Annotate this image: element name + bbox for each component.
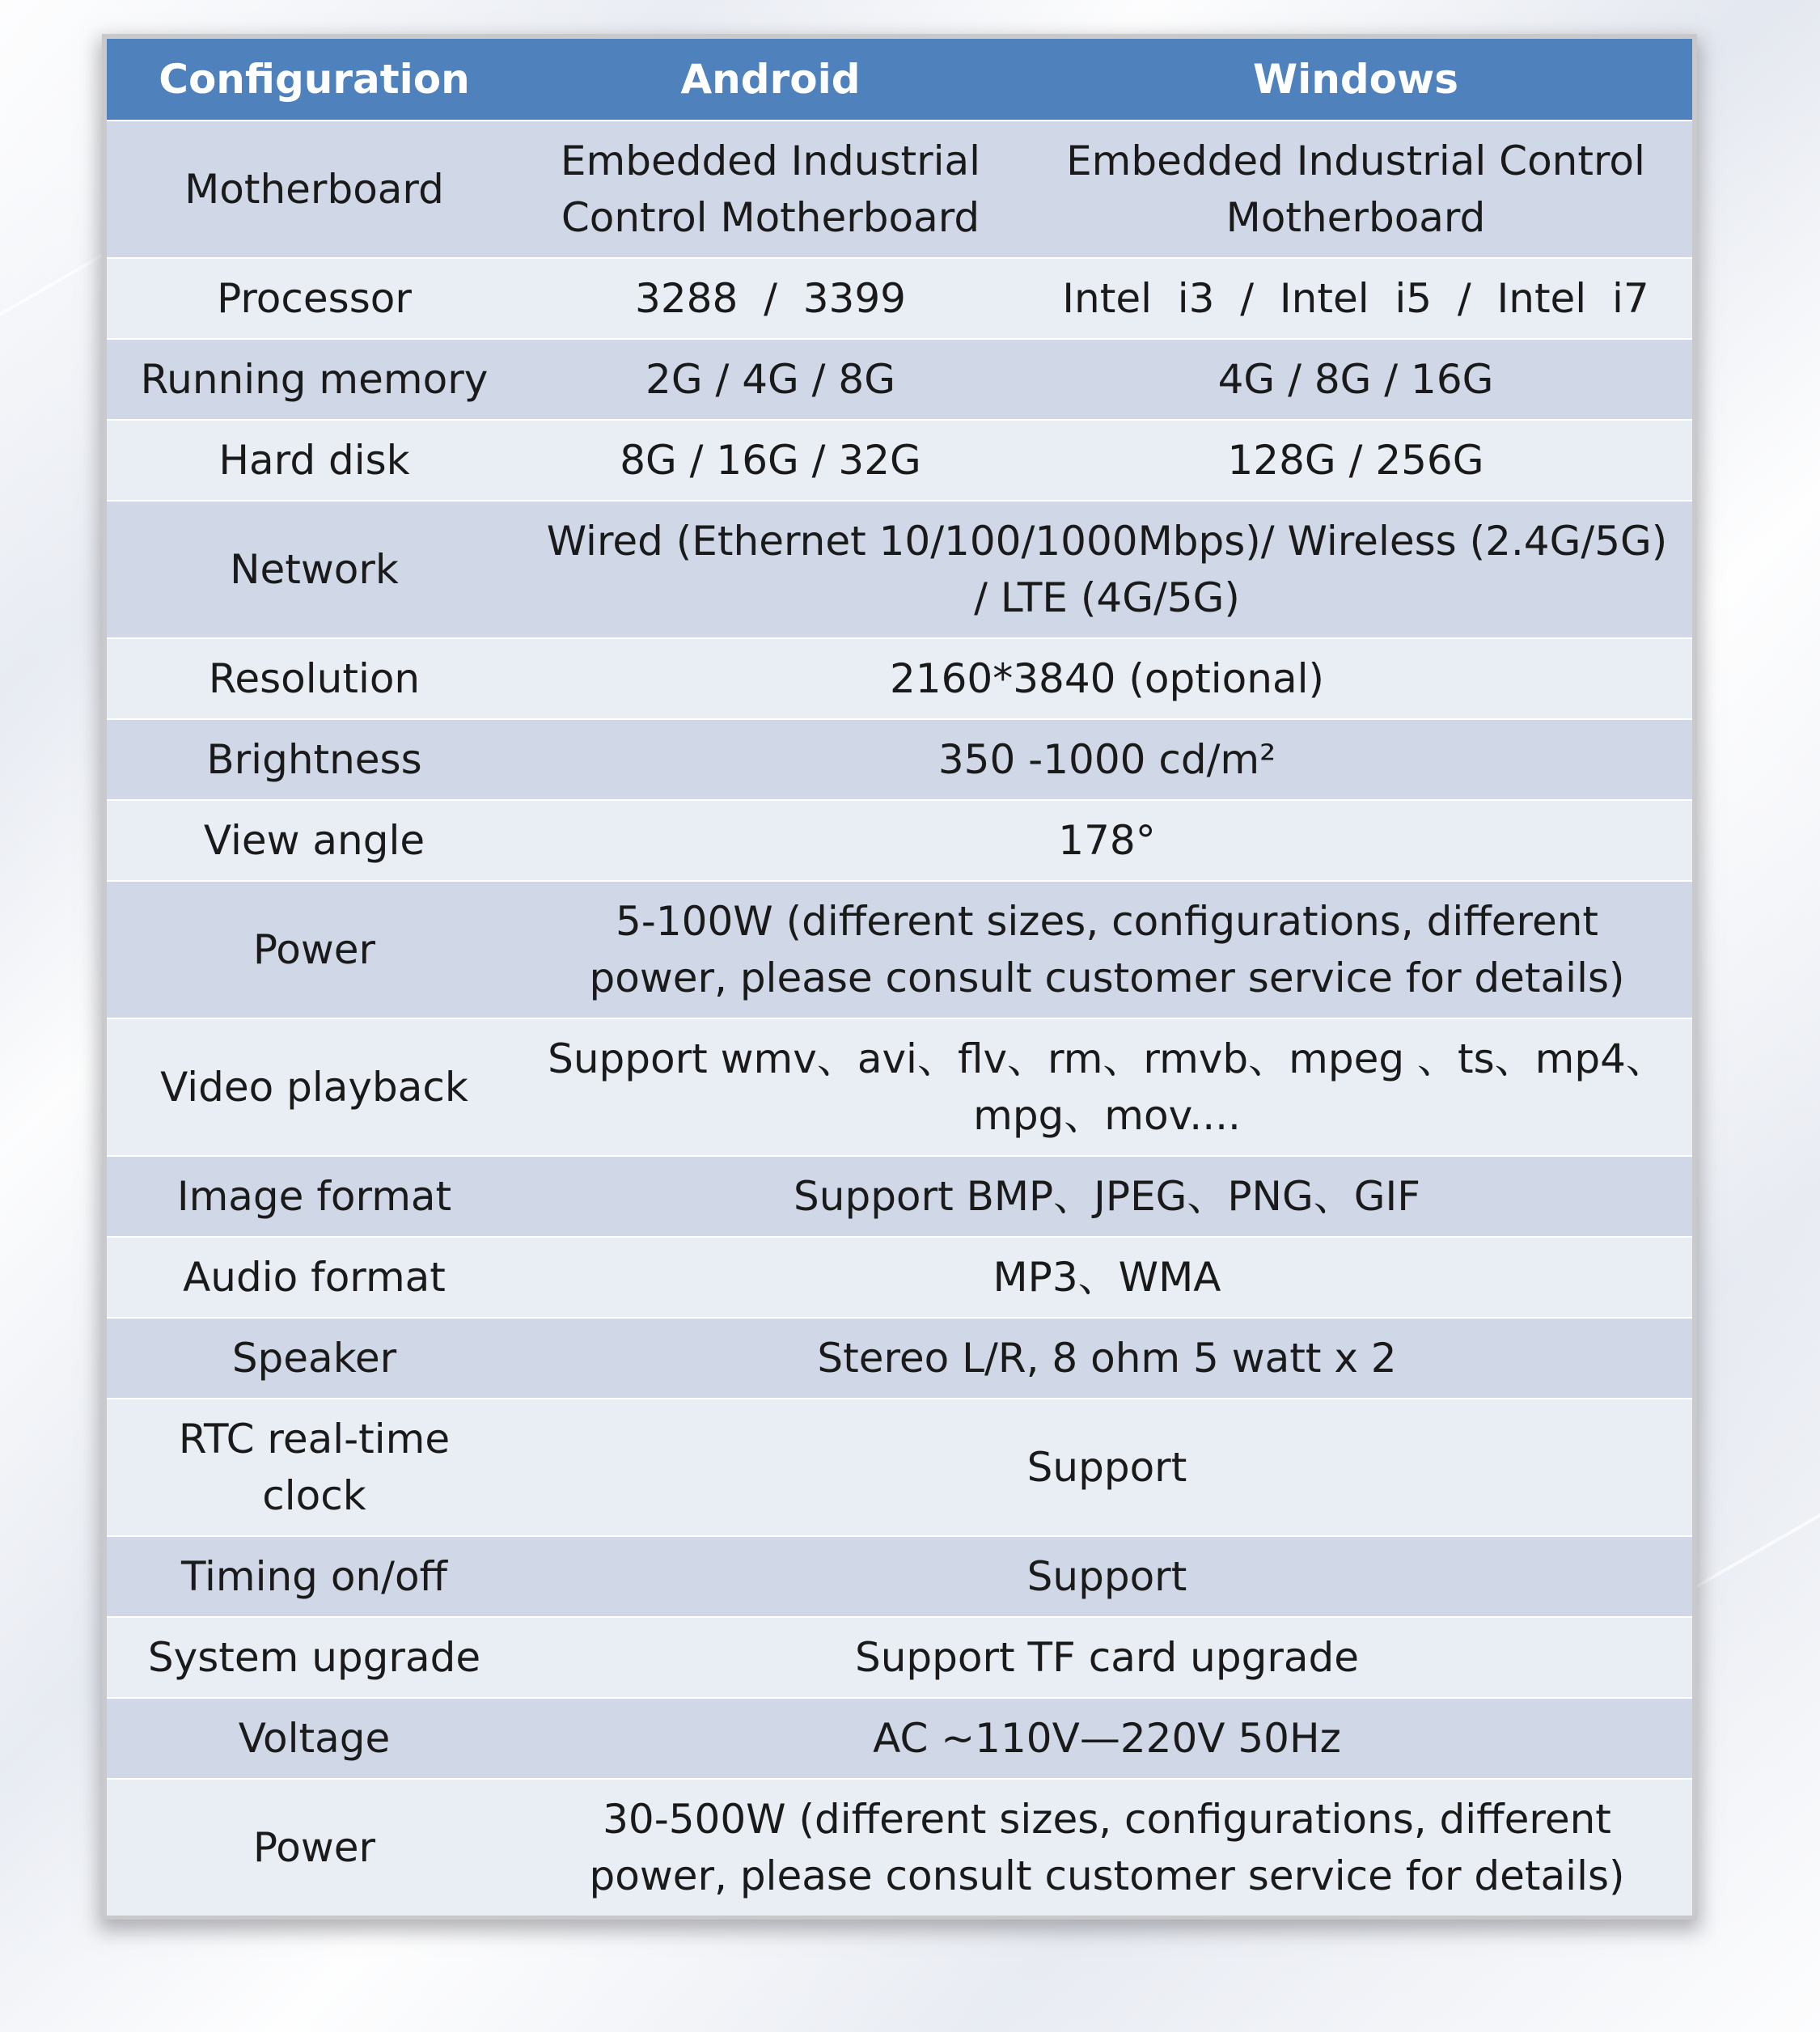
android-value: 8G / 16G / 32G xyxy=(522,420,1019,501)
table-row xyxy=(107,1617,1692,1698)
table-row xyxy=(107,121,1692,258)
windows-value: 128G / 256G xyxy=(1019,420,1692,501)
android-value: Embedded Industrial Control Motherboard xyxy=(522,121,1019,258)
table-row xyxy=(107,881,1692,1018)
table-row xyxy=(107,800,1692,881)
merged-value: AC ~110V—220V 50Hz xyxy=(522,1698,1692,1779)
table-row xyxy=(107,420,1692,501)
windows-value: Intel i3 / Intel i5 / Intel i7 xyxy=(1019,258,1692,339)
table-row xyxy=(107,1399,1692,1536)
row-label: Video playback xyxy=(107,1018,522,1156)
merged-value: Support xyxy=(522,1536,1692,1617)
table-row xyxy=(107,719,1692,800)
table-row xyxy=(107,1018,1692,1156)
table-row xyxy=(107,1318,1692,1399)
row-label: Brightness xyxy=(107,719,522,800)
merged-value: Support wmv、avi、flv、rm、rmvb、mpeg 、ts、mp4、mpg、mov.... xyxy=(522,1018,1692,1156)
table-row xyxy=(107,1237,1692,1318)
merged-value: 5-100W (different sizes, configurations, different power, please consult customer service for details) xyxy=(522,881,1692,1018)
merged-value: 350 -1000 cd/m² xyxy=(522,719,1692,800)
configuration-table xyxy=(107,39,1692,1916)
row-label: System upgrade xyxy=(107,1617,522,1698)
merged-value: 178° xyxy=(522,800,1692,881)
android-value: 3288 / 3399 xyxy=(522,258,1019,339)
row-label: Voltage xyxy=(107,1698,522,1779)
merged-value: MP3、WMA xyxy=(522,1237,1692,1318)
table-row xyxy=(107,1156,1692,1237)
row-label: Network xyxy=(107,501,522,638)
table-row xyxy=(107,258,1692,339)
table-row xyxy=(107,1536,1692,1617)
row-label: Audio format xyxy=(107,1237,522,1318)
row-label: Resolution xyxy=(107,638,522,719)
row-label: Running memory xyxy=(107,339,522,420)
merged-value: Support BMP、JPEG、PNG、GIF xyxy=(522,1156,1692,1237)
header-windows: Windows xyxy=(1019,39,1692,121)
header-configuration: Configuration xyxy=(107,39,522,121)
header-android: Android xyxy=(522,39,1019,121)
windows-value: 4G / 8G / 16G xyxy=(1019,339,1692,420)
row-label: RTC real-time clock xyxy=(107,1399,522,1536)
table-row xyxy=(107,1698,1692,1779)
spec-table-frame xyxy=(107,39,1692,1915)
row-label: Image format xyxy=(107,1156,522,1237)
table-row xyxy=(107,638,1692,719)
merged-value: Wired (Ethernet 10/100/1000Mbps)/ Wireless (2.4G/5G) / LTE (4G/5G) xyxy=(522,501,1692,638)
row-label: Timing on/off xyxy=(107,1536,522,1617)
table-header-row xyxy=(107,39,1692,121)
row-label: Power xyxy=(107,881,522,1018)
merged-value: Support TF card upgrade xyxy=(522,1617,1692,1698)
row-label: Hard disk xyxy=(107,420,522,501)
table-row xyxy=(107,1779,1692,1916)
merged-value: Stereo L/R, 8 ohm 5 watt x 2 xyxy=(522,1318,1692,1399)
windows-value: Embedded Industrial Control Motherboard xyxy=(1019,121,1692,258)
merged-value: 30-500W (different sizes, configurations, different power, please consult customer service for details) xyxy=(522,1779,1692,1916)
merged-value: Support xyxy=(522,1399,1692,1536)
table-row xyxy=(107,501,1692,638)
row-label: Power xyxy=(107,1779,522,1916)
merged-value: 2160*3840 (optional) xyxy=(522,638,1692,719)
row-label: Speaker xyxy=(107,1318,522,1399)
row-label: Processor xyxy=(107,258,522,339)
row-label: View angle xyxy=(107,800,522,881)
table-row xyxy=(107,339,1692,420)
row-label: Motherboard xyxy=(107,121,522,258)
android-value: 2G / 4G / 8G xyxy=(522,339,1019,420)
